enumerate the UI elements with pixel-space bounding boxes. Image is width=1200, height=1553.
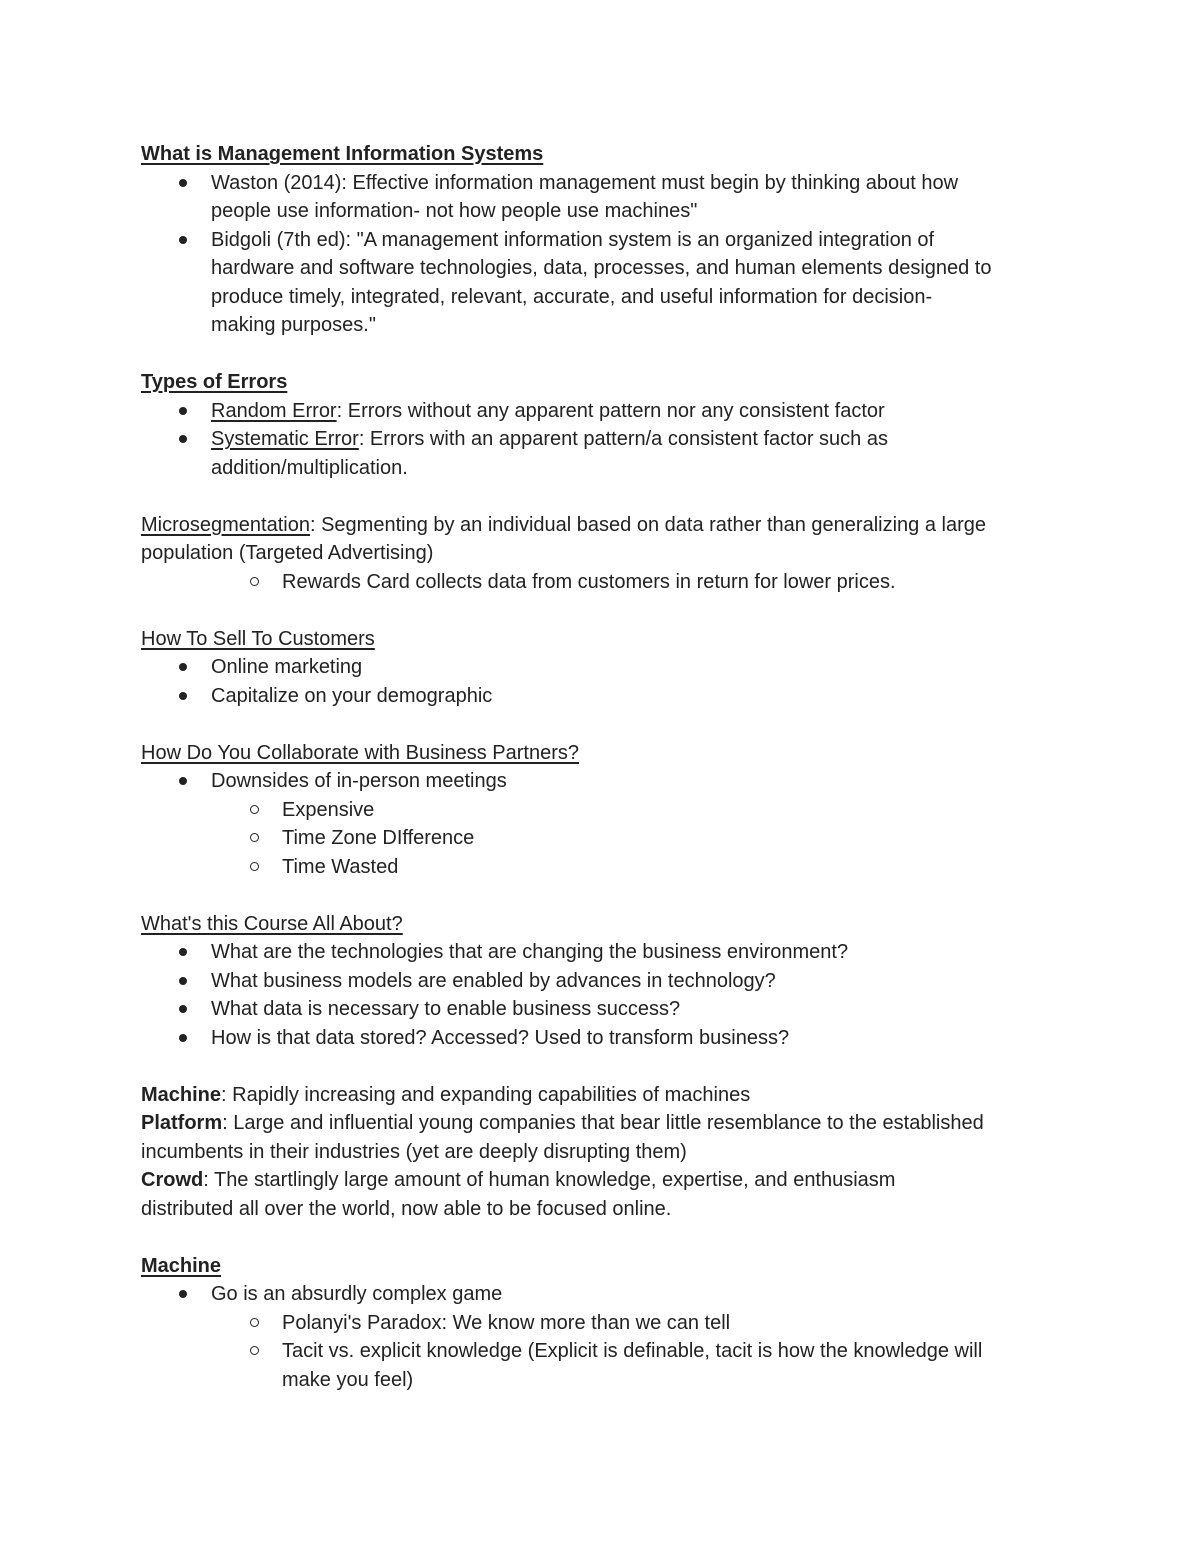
list-item-cont: people use information- not how people use machines" <box>211 200 698 222</box>
heading-machine: Machine <box>141 1254 222 1277</box>
bullet-icon <box>179 777 187 785</box>
document-body <box>141 140 1061 1394</box>
list-item: How is that data stored? Accessed? Used to transform business? <box>141 1024 1061 1053</box>
heading-collaborate: How Do You Collaborate with Business Partners? <box>141 741 580 764</box>
term-platform: Platform <box>141 1112 223 1134</box>
heading-course: What's this Course All About? <box>141 912 403 935</box>
bullet-icon <box>179 179 187 187</box>
list-item-cont: hardware and software technologies, data, processes, and human elements designed to <box>211 257 992 279</box>
list-item: Downsides of in-person meetings <box>141 767 1061 796</box>
microsegmentation-cont: population (Targeted Advertising) <box>141 542 434 564</box>
list-item: What are the technologies that are changing the business environment? <box>141 938 1061 967</box>
sub-list-item: Time Wasted <box>141 853 1061 882</box>
crowd-definition: Crowd: The startlingly large amount of human knowledge, expertise, and enthusiasm <box>141 1169 896 1191</box>
sub-list-item-cont: make you feel) <box>282 1368 414 1391</box>
circle-bullet-icon <box>250 1318 259 1327</box>
bullet-icon <box>179 948 187 956</box>
heading-sell: How To Sell To Customers <box>141 627 375 650</box>
list-item: What business models are enabled by advances in technology? <box>141 967 1061 996</box>
crowd-cont: distributed all over the world, now able to be focused online. <box>141 1197 672 1220</box>
bullet-icon <box>179 407 187 415</box>
circle-bullet-icon <box>250 862 259 871</box>
list-item: Bidgoli (7th ed): "A management information system is an organized integration of <box>141 226 1061 255</box>
list-item: Random Error: Errors without any apparent pattern nor any consistent factor <box>141 397 1061 426</box>
list-item: Go is an absurdly complex game <box>141 1280 1061 1309</box>
microsegmentation-definition: Microsegmentation: Segmenting by an individual based on data rather than generalizing a large <box>141 513 986 536</box>
heading-errors: Types of Errors <box>141 371 288 393</box>
sub-list-item: Rewards Card collects data from customers in return for lower prices. <box>141 568 1061 597</box>
circle-bullet-icon <box>250 833 259 842</box>
list-item: Waston (2014): Effective information management must begin by thinking about how <box>141 169 1061 198</box>
term-microsegmentation: Microsegmentation <box>141 513 310 536</box>
bullet-icon <box>179 663 187 671</box>
circle-bullet-icon <box>250 805 259 814</box>
bullet-icon <box>179 1034 187 1042</box>
circle-bullet-icon <box>250 1346 259 1355</box>
bullet-icon <box>179 236 187 244</box>
list-item: Online marketing <box>141 653 1061 682</box>
sub-list-item: Tacit vs. explicit knowledge (Explicit is definable, tacit is how the knowledge will <box>141 1337 1061 1366</box>
term-random-error: Random Error <box>211 399 337 422</box>
list-item: Systematic Error: Errors with an apparent pattern/a consistent factor such as <box>141 425 1061 454</box>
list-item: Capitalize on your demographic <box>141 682 1061 711</box>
term-crowd: Crowd <box>141 1169 204 1191</box>
bullet-icon <box>179 435 187 443</box>
bullet-icon <box>179 977 187 985</box>
sub-list-item: Time Zone DIfference <box>141 824 1061 853</box>
sub-list-item: Polanyi's Paradox: We know more than we can tell <box>141 1309 1061 1338</box>
list-item: What data is necessary to enable business success? <box>141 995 1061 1024</box>
bullet-icon <box>179 1005 187 1013</box>
list-item-cont: produce timely, integrated, relevant, accurate, and useful information for decision- <box>211 285 933 308</box>
list-item-cont: addition/multiplication. <box>211 456 408 479</box>
sub-list-item: Expensive <box>141 796 1061 825</box>
list-item-cont: making purposes." <box>211 314 376 336</box>
bullet-icon <box>179 1290 187 1298</box>
term-systematic-error: Systematic Error <box>211 428 359 450</box>
heading-mis: What is Management Information Systems <box>141 143 544 165</box>
machine-definition: Machine: Rapidly increasing and expanding capabilities of machines <box>141 1083 751 1106</box>
platform-definition: Platform: Large and influential young companies that bear little resemblance to the established <box>141 1112 984 1134</box>
platform-cont: incumbents in their industries (yet are deeply disrupting them) <box>141 1140 687 1163</box>
term-machine: Machine <box>141 1083 222 1106</box>
bullet-icon <box>179 692 187 700</box>
circle-bullet-icon <box>250 577 259 586</box>
